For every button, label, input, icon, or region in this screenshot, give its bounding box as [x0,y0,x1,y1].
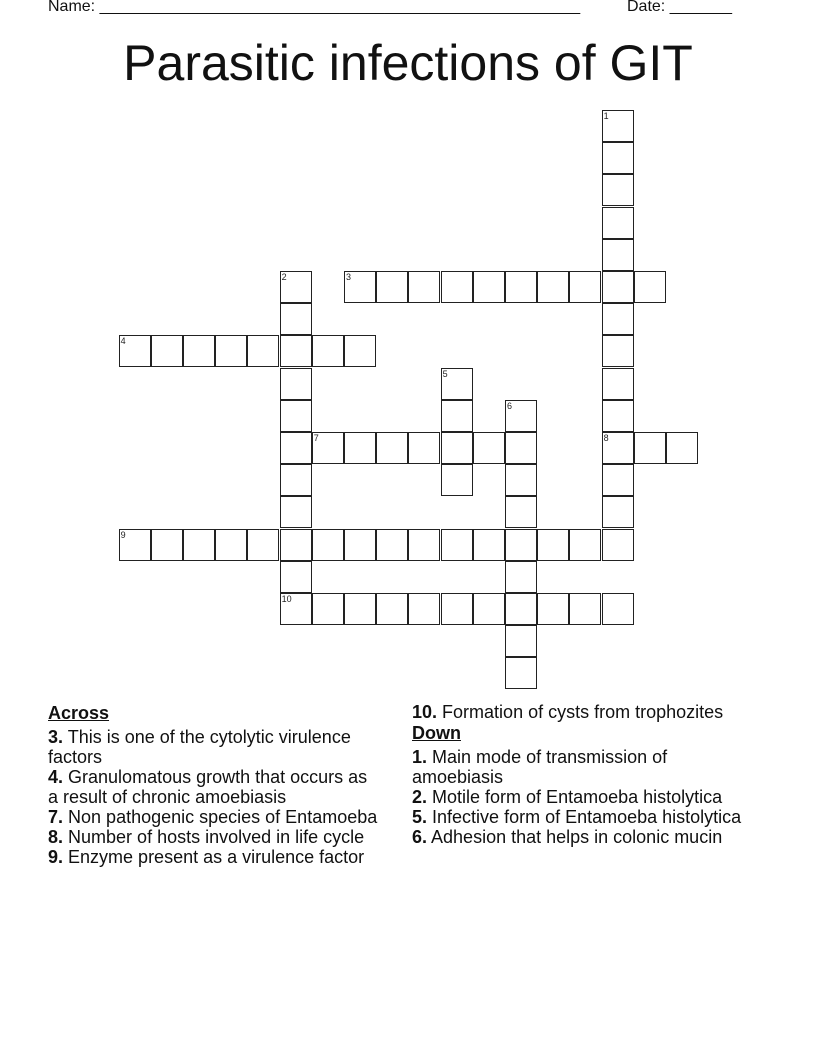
grid-cell[interactable] [505,271,537,303]
grid-cell[interactable] [215,335,247,367]
grid-cell[interactable] [280,561,312,593]
clue-number-label: 3 [346,272,352,282]
clue-down-1 [412,747,742,787]
clues-right-column [412,702,742,847]
grid-cell[interactable] [537,529,569,561]
grid-cell[interactable] [312,529,344,561]
clue-number-label: 6 [507,400,513,411]
grid-cell[interactable] [280,335,312,367]
grid-cell[interactable] [280,593,312,625]
grid-cell[interactable] [183,335,215,367]
grid-cell[interactable] [441,464,473,496]
grid-cell[interactable] [505,561,537,593]
grid-cell[interactable] [505,464,537,496]
grid-cell[interactable] [602,400,634,432]
clue-text: Formation of cysts from trophozites [442,702,724,722]
grid-cell[interactable] [376,529,408,561]
grid-cell[interactable] [280,368,312,400]
grid-cell[interactable] [441,432,473,464]
grid-cell[interactable] [473,593,505,625]
clue-number: 3. [48,727,64,747]
grid-cell[interactable] [602,110,634,142]
grid-cell[interactable] [183,529,215,561]
grid-cell[interactable] [602,335,634,367]
grid-cell[interactable] [119,335,151,367]
grid-cell[interactable] [602,239,634,271]
grid-cell[interactable] [569,271,601,303]
grid-cell[interactable] [602,593,634,625]
clue-number-label: 7 [313,433,319,443]
clue-number-label: 2 [281,272,287,282]
grid-cell[interactable] [408,432,440,464]
grid-cell[interactable] [119,529,151,561]
grid-cell[interactable] [344,335,376,367]
grid-cell[interactable] [344,593,376,625]
grid-cell[interactable] [280,529,312,561]
clue-text: This is one of the cytolytic virulence factors [48,727,351,767]
grid-cell[interactable] [505,657,537,689]
grid-cell[interactable] [505,625,537,657]
page-title: Parasitic infections of GIT [123,35,693,91]
grid-cell[interactable] [441,593,473,625]
clue-text: Adhesion that helps in colonic mucin [431,827,723,847]
grid-cell[interactable] [247,335,279,367]
clue-across-9 [48,847,378,867]
grid-cell[interactable] [441,529,473,561]
clue-text: Non pathogenic species of Entamoeba [68,807,378,827]
grid-cell[interactable] [602,174,634,206]
grid-cell[interactable] [441,368,473,400]
clue-number: 4. [48,767,64,787]
name-field-label: Name: ______________________________________________________ [48,0,581,15]
down-heading: Down [412,723,461,743]
clue-number-label: 10 [281,594,292,604]
grid-cell[interactable] [312,335,344,367]
grid-cell[interactable] [569,593,601,625]
clue-text: Enzyme present as a virulence factor [68,847,365,867]
clue-text: Infective form of Entamoeba histolytica [432,807,742,827]
grid-cell[interactable] [634,432,666,464]
grid-cell[interactable] [408,593,440,625]
grid-cell[interactable] [344,432,376,464]
clue-across-8 [48,827,378,847]
clue-number: 2. [412,787,428,807]
grid-cell[interactable] [408,271,440,303]
across-heading: Across [48,703,110,723]
clues-left-column [48,702,378,867]
clue-number: 1. [412,747,428,767]
grid-cell[interactable] [280,496,312,528]
grid-cell[interactable] [376,271,408,303]
grid-cell[interactable] [569,529,601,561]
grid-cell[interactable] [441,271,473,303]
clue-down-5 [412,807,742,827]
grid-cell[interactable] [602,496,634,528]
clue-text: Granulomatous growth that occurs as a result of chronic amoebiasis [48,767,368,807]
clue-number: 7. [48,807,64,827]
grid-cell[interactable] [344,529,376,561]
grid-cell[interactable] [602,368,634,400]
clue-across-7 [48,807,378,827]
clue-number-label: 9 [120,529,126,540]
clue-across-10 [412,702,742,722]
grid-cell[interactable] [602,303,634,335]
grid-cell[interactable] [602,529,634,561]
clue-number-label: 4 [120,336,126,347]
grid-cell[interactable] [376,593,408,625]
clue-text: Motile form of Entamoeba histolytica [432,787,723,807]
clue-text: Main mode of transmission of amoebiasis [412,747,668,787]
clue-number: 9. [48,847,64,867]
grid-cell[interactable] [280,271,312,303]
clue-number-label: 8 [603,433,609,443]
clue-across-3 [48,727,378,767]
grid-cell[interactable] [505,400,537,432]
grid-cell[interactable] [634,271,666,303]
grid-cell[interactable] [602,271,634,303]
grid-cell[interactable] [473,432,505,464]
grid-cell[interactable] [376,432,408,464]
grid-cell[interactable] [312,593,344,625]
grid-cell[interactable] [505,496,537,528]
grid-cell[interactable] [602,432,634,464]
grid-cell[interactable] [312,432,344,464]
grid-cell[interactable] [537,593,569,625]
grid-cell[interactable] [280,432,312,464]
grid-cell[interactable] [505,593,537,625]
clue-number: 8. [48,827,64,847]
clue-number-label: 1 [603,111,609,121]
grid-cell[interactable] [280,303,312,335]
grid-cell[interactable] [344,271,376,303]
clue-down-2 [412,787,742,807]
grid-cell[interactable] [247,529,279,561]
clue-down-6 [412,827,742,847]
grid-cell[interactable] [602,464,634,496]
clue-number-label: 5 [442,368,448,379]
grid-cell[interactable] [215,529,247,561]
grid-cell[interactable] [473,271,505,303]
date-field-label: Date: _______ [627,0,732,15]
grid-cell[interactable] [151,529,183,561]
clue-number: 6. [412,827,428,847]
grid-cell[interactable] [408,529,440,561]
clue-number: 10. [412,702,438,722]
grid-cell[interactable] [505,432,537,464]
grid-cell[interactable] [280,464,312,496]
grid-cell[interactable] [602,207,634,239]
grid-cell[interactable] [473,529,505,561]
grid-cell[interactable] [505,529,537,561]
grid-cell[interactable] [441,400,473,432]
clue-across-4 [48,767,378,807]
grid-cell[interactable] [666,432,698,464]
clue-number: 5. [412,807,428,827]
grid-cell[interactable] [602,142,634,174]
clue-text: Number of hosts involved in life cycle [68,827,365,847]
grid-cell[interactable] [151,335,183,367]
grid-cell[interactable] [280,400,312,432]
grid-cell[interactable] [537,271,569,303]
